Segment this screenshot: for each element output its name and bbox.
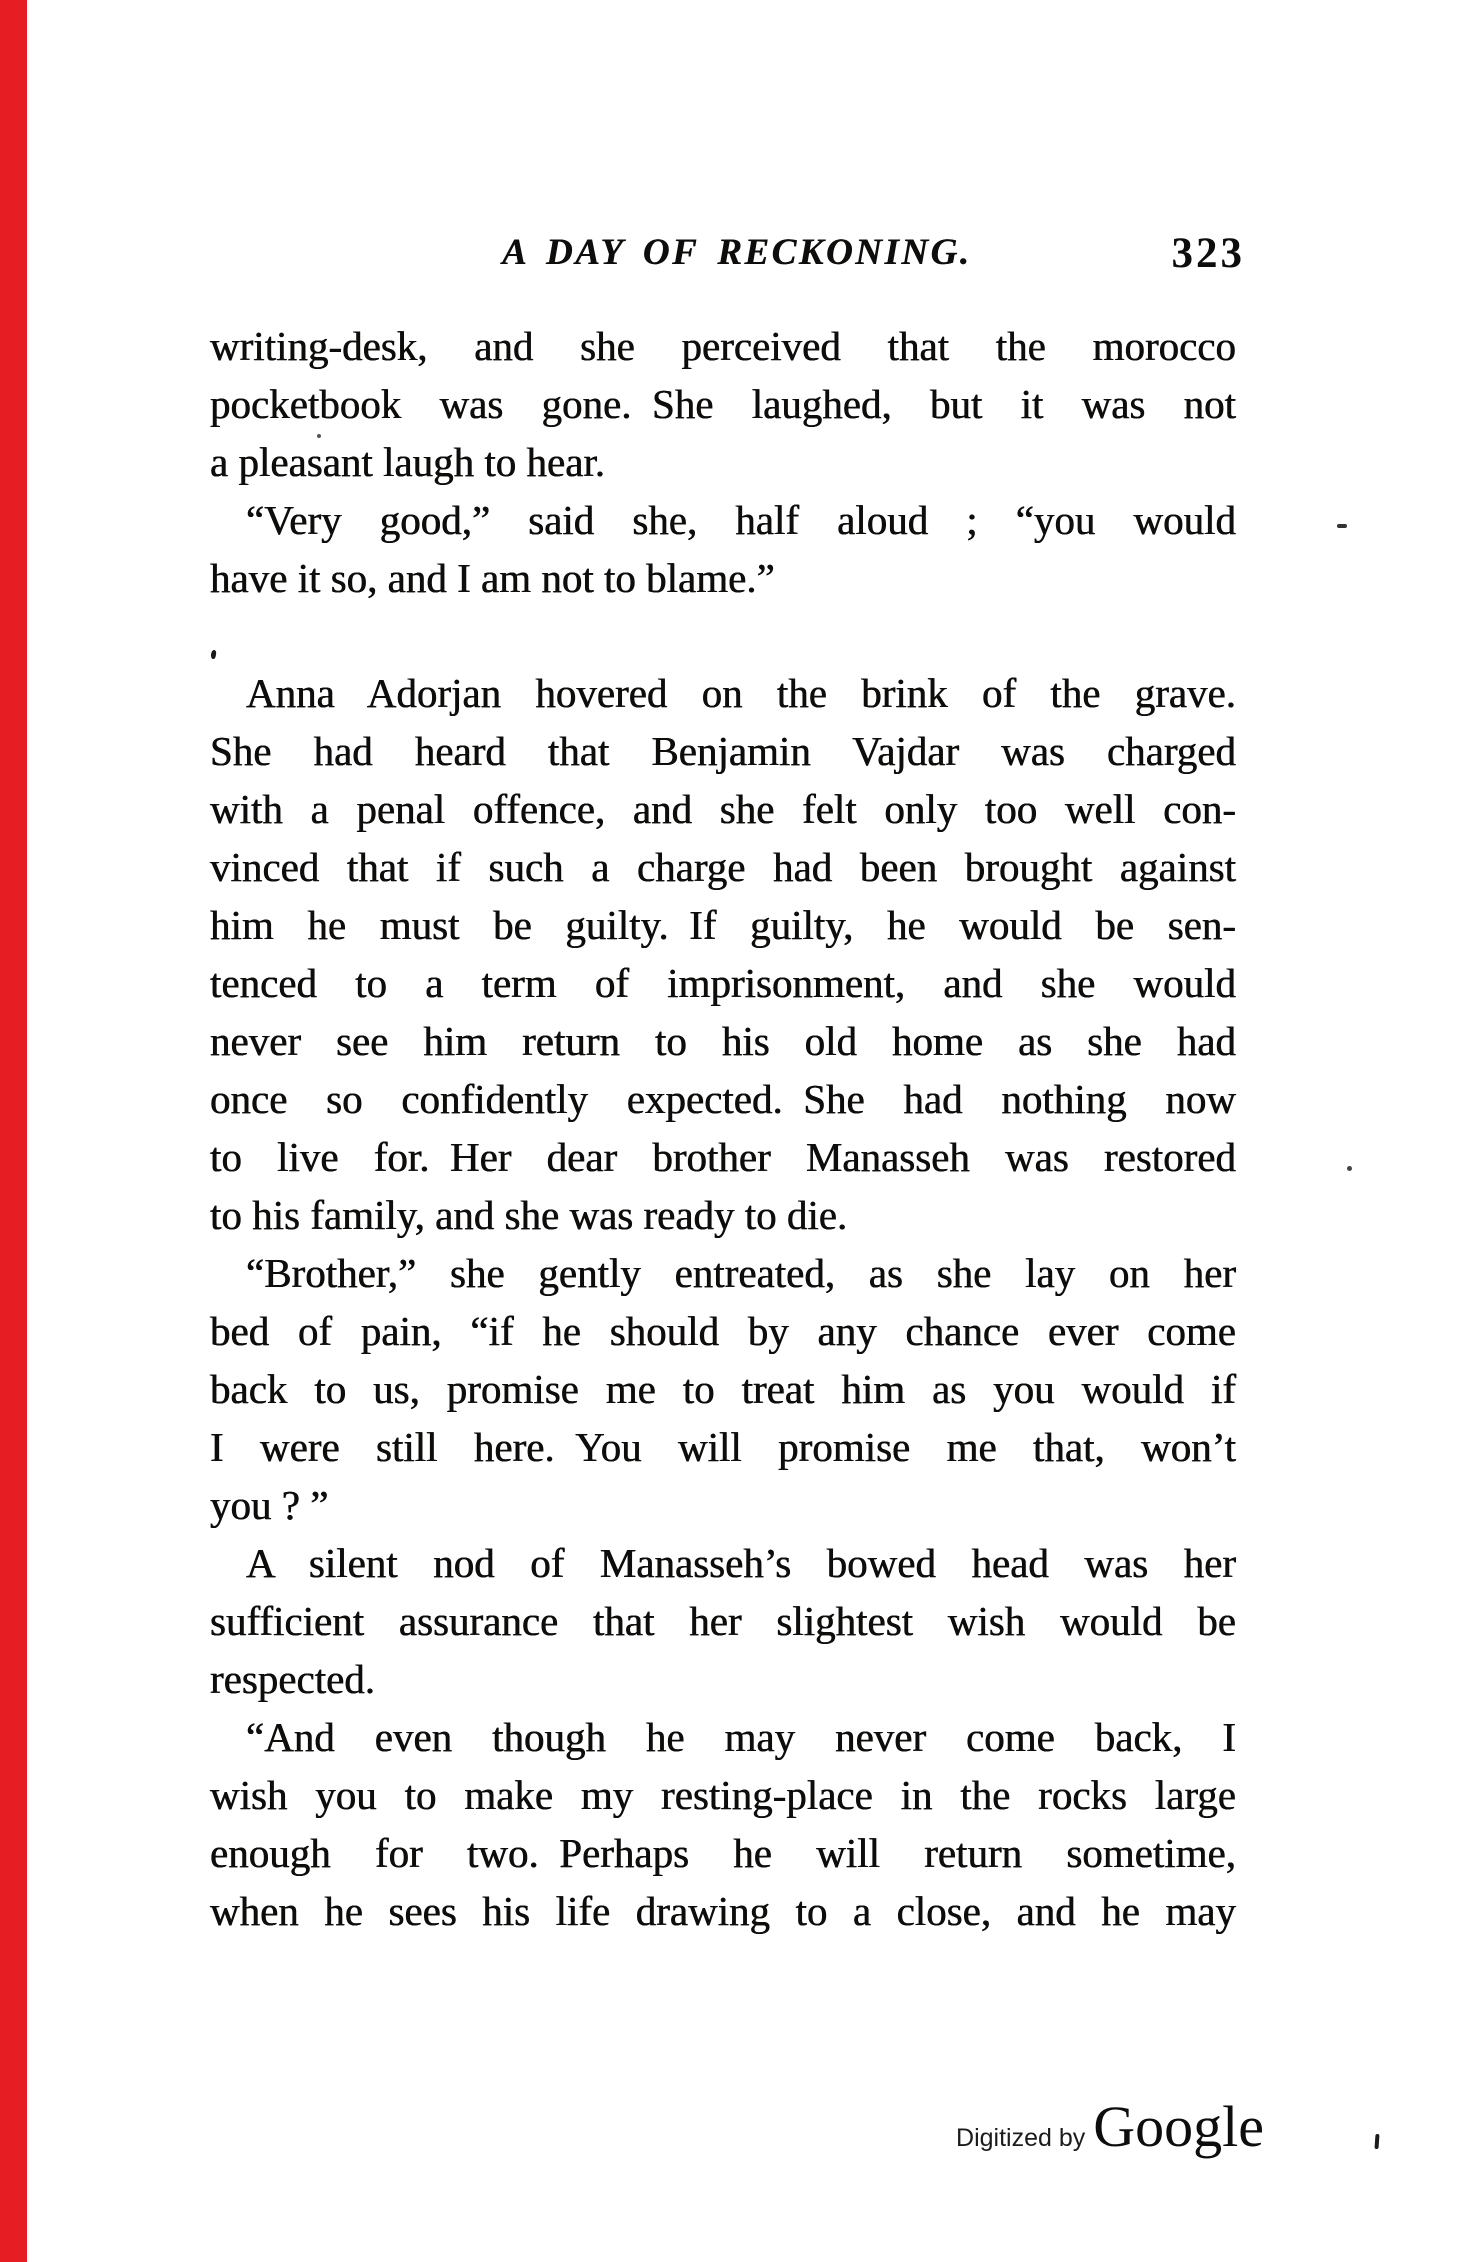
text-line: to his family, and she was ready to die. [210,1192,848,1238]
text-line: him he must be guilty. If guilty, he would be sen- [210,902,1236,948]
text-line: pocketbook was gone. She laughed, but it was not [210,381,1236,427]
digitized-by-label: Digitized by [956,2124,1086,2152]
scan-edge-stripe [0,0,27,2262]
page-number: 323 [1171,230,1245,277]
text-line: have it so, and I am not to blame.” [210,555,775,601]
text-line: a pleasant laugh to hear. [210,439,606,485]
text-line: “Brother,” she gently entreated, as she lay on her [246,1250,1236,1296]
text-line: bed of pain, “if he should by any chance ever come [210,1308,1236,1354]
text-line: with a penal offence, and she felt only too well con- [210,786,1236,832]
text-line: vinced that if such a charge had been brought against [210,844,1236,890]
text-line: A silent nod of Manasseh’s bowed head was her [246,1540,1236,1586]
text-line: wish you to make my resting-place in the rocks large [210,1772,1236,1818]
text-line: to live for. Her dear brother Manasseh was restored [210,1134,1236,1180]
page-text [210,317,1236,1940]
ink-speck [1337,524,1347,528]
ink-speck [1374,2134,1379,2149]
text-line: you ? ” [210,1482,329,1528]
text-line: back to us, promise me to treat him as you would if [210,1366,1236,1412]
ink-speck [1347,1166,1352,1171]
text-line: She had heard that Benjamin Vajdar was charged [210,728,1236,774]
text-line: writing-desk, and she perceived that the morocco [210,323,1236,369]
text-line: Anna Adorjan hovered on the brink of the grave. [246,670,1236,716]
text-line: sufficient assurance that her slightest wish would be [210,1598,1236,1644]
running-head [210,231,1245,279]
chapter-title: A DAY OF RECKONING. [502,232,972,273]
text-line: once so confidently expected. She had nothing now [210,1076,1236,1122]
text-line: never see him return to his old home as she had [210,1018,1236,1064]
text-line: I were still here. You will promise me that, won’t [210,1424,1236,1470]
digitized-by-footer [956,2093,1264,2160]
text-line: enough for two. Perhaps he will return sometime, [210,1830,1236,1876]
text-line: when he sees his life drawing to a close, and he may [210,1888,1236,1934]
google-logo: Google [1093,2094,1264,2159]
text-line: respected. [210,1656,376,1702]
ink-speck [317,434,321,438]
text-line: “Very good,” said she, half aloud ; “you would [246,497,1236,543]
section-break [210,607,1236,664]
text-line: “And even though he may never come back, I [246,1714,1236,1760]
text-line: tenced to a term of imprisonment, and she would [210,960,1236,1006]
